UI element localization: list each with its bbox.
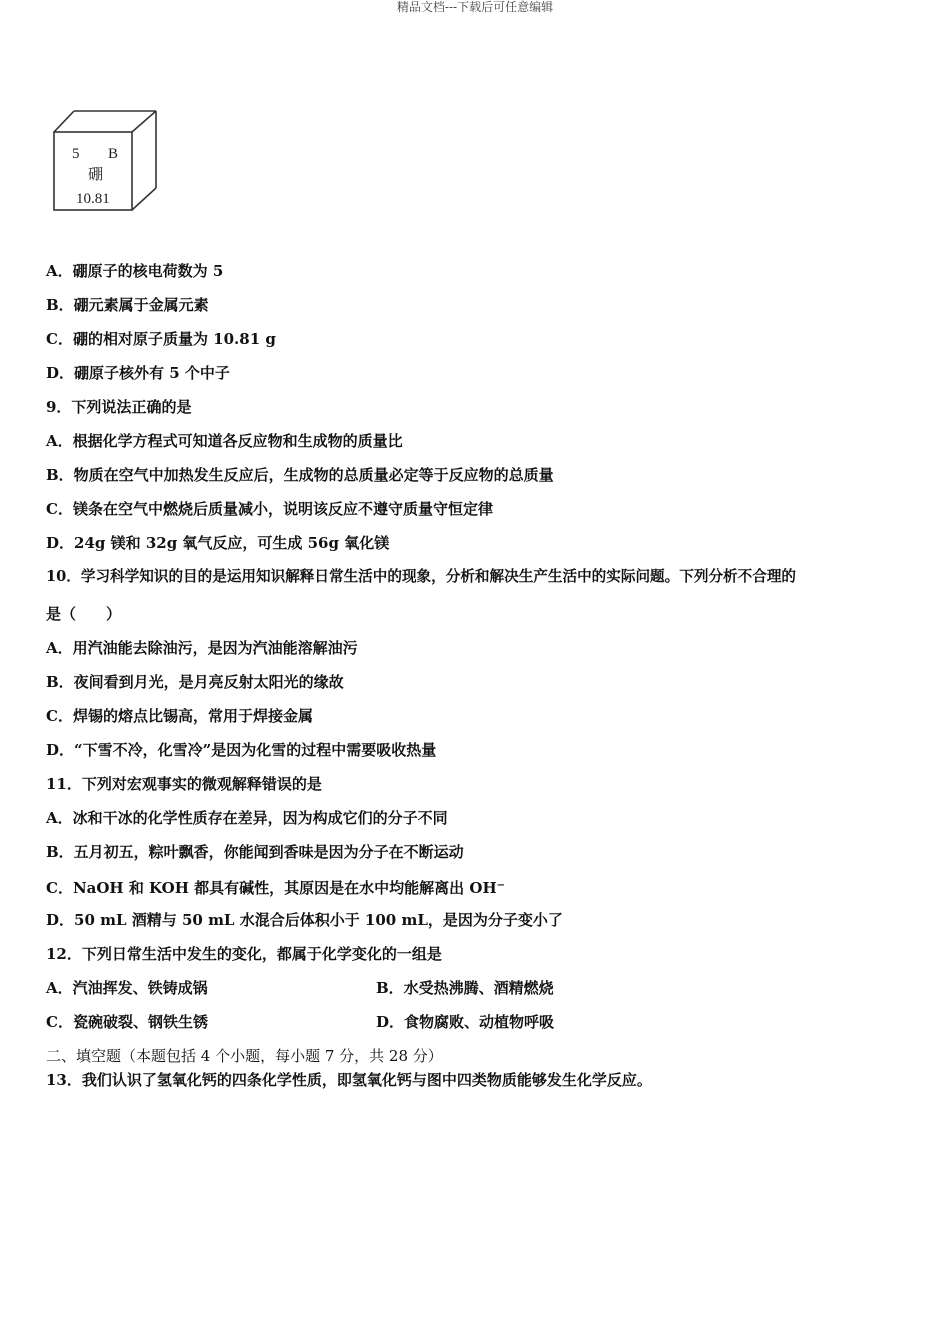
q12-option-c: C．瓷碗破裂、钢铁生锈 <box>46 1013 208 1031</box>
q10-stem-line1: 10．学习科学知识的目的是运用知识解释日常生活中的现象，分析和解决生产生活中的实际问题。下列分析不合理的 <box>46 568 797 585</box>
q11-option-c <box>46 877 505 897</box>
header-watermark: 精品文档---下载后可任意编辑 <box>396 0 554 14</box>
element-symbol: B <box>108 146 119 162</box>
q11-option-b: B．五月初五，粽叶飘香，你能闻到香味是因为分子在不断运动 <box>46 843 464 861</box>
q13-stem: 13．我们认识了氢氧化钙的四条化学性质，即氢氧化钙与图中四类物质能够发生化学反应。 <box>46 1071 652 1089</box>
q8-option-a: A．硼原子的核电荷数为 5 <box>46 262 224 280</box>
q8-option-b: B．硼元素属于金属元素 <box>46 296 209 314</box>
q10-option-d: D．“下雪不冷，化雪冷”是因为化雪的过程中需要吸收热量 <box>46 741 437 759</box>
q11-option-d: D．50 mL 酒精与 50 mL 水混合后体积小于 100 mL，是因为分子变小了 <box>46 911 563 929</box>
q8-option-c: C．硼的相对原子质量为 10.81 g <box>46 330 276 348</box>
q12-option-d: D．食物腐败、动植物呼吸 <box>376 1013 555 1031</box>
element-mass: 10.81 <box>76 191 110 207</box>
q9-option-d: D．24g 镁和 32g 氧气反应，可生成 56g 氧化镁 <box>46 534 390 552</box>
q12-option-b: B．水受热沸腾、酒精燃烧 <box>376 979 554 997</box>
q9-option-b: B．物质在空气中加热发生反应后，生成物的总质量必定等于反应物的总质量 <box>46 466 554 484</box>
element-name: 硼 <box>88 165 104 183</box>
q10-option-b: B．夜间看到月光，是月亮反射太阳光的缘故 <box>46 673 344 691</box>
section2-title: 二、填空题（本题包括 4 个小题，每小题 7 分，共 28 分） <box>46 1047 443 1065</box>
element-card-boron <box>50 108 162 214</box>
q12-stem: 12．下列日常生活中发生的变化，都属于化学变化的一组是 <box>46 945 442 963</box>
q10-option-c: C．焊锡的熔点比锡高，常用于焊接金属 <box>46 707 313 725</box>
q11-option-a: A．冰和干冰的化学性质存在差异，因为构成它们的分子不同 <box>46 809 448 827</box>
q9-stem: 9．下列说法正确的是 <box>46 398 192 416</box>
element-number: 5 <box>72 146 80 162</box>
q10-option-a: A．用汽油能去除油污，是因为汽油能溶解油污 <box>46 639 358 657</box>
q10-stem-line2: 是（ ） <box>46 605 122 623</box>
q9-option-c: C．镁条在空气中燃烧后质量减小，说明该反应不遵守质量守恒定律 <box>46 500 493 518</box>
q12-option-a: A．汽油挥发、铁铸成锅 <box>46 979 208 997</box>
hydroxide-charge-superscript: − <box>496 880 506 891</box>
q8-option-d: D．硼原子核外有 5 个中子 <box>46 364 230 382</box>
q11-option-c-text: C．NaOH 和 KOH 都具有碱性，其原因是在水中均能解离出 OH <box>46 879 497 897</box>
q11-stem: 11．下列对宏观事实的微观解释错误的是 <box>46 775 322 793</box>
q9-option-a: A．根据化学方程式可知道各反应物和生成物的质量比 <box>46 432 403 450</box>
